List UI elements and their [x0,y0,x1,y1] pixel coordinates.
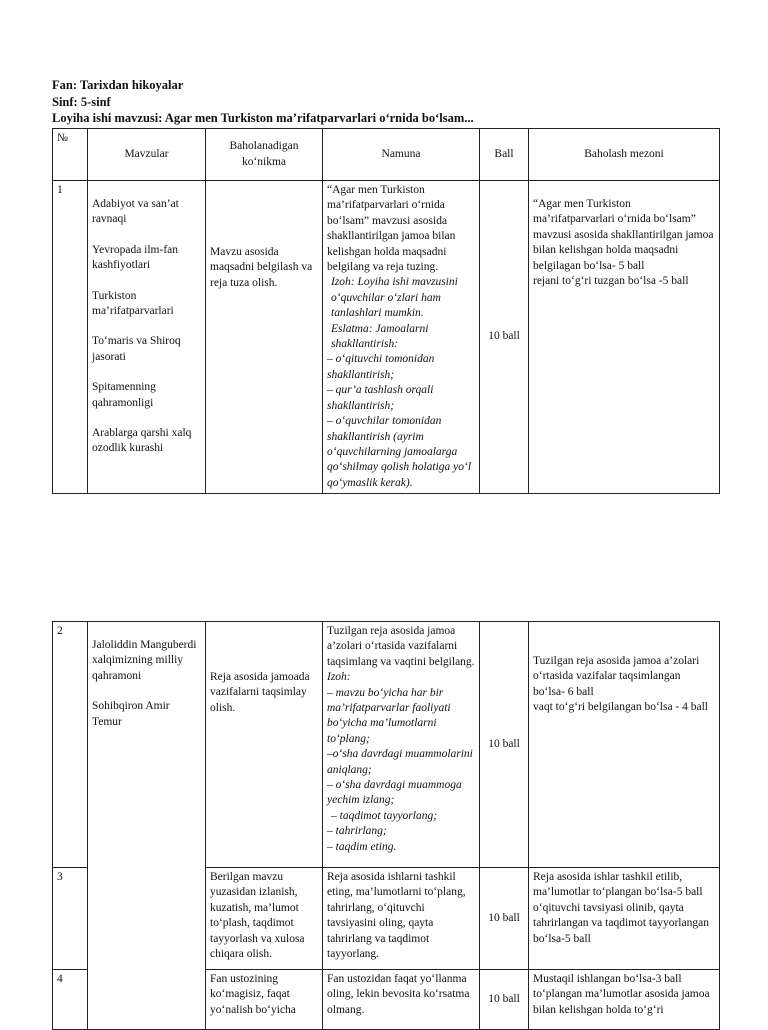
skill-cell [206,181,323,494]
sample-text: Tuzilgan reja asosida jamoa a’zolari o‘rtasida vazifalarni taqsimlang va vaqtini belgilang. [327,625,475,668]
sample-item: –o‘sha davrdagi muammolarini aniqlang; [327,748,473,776]
criteria-cell [529,622,720,868]
topic-item: Yevropada ilm-fan kashfiyotlari [92,243,179,272]
criteria-line: Mustaqil ishlangan bo‘lsa-3 ball [533,973,682,985]
criteria-line: rejani to‘g‘ri tuzgan bo‘lsa -5 ball [533,275,689,288]
topic-item: Adabiyot va san’at ravnaqi [92,198,179,226]
sample-cell [323,181,480,494]
sample-note: Izoh: [327,671,351,684]
grade-line: Sinf: 5-sinf [52,94,111,109]
column-header-mavzular: Mavzular [88,129,206,181]
skill-cell: Berilgan mavzu yuzasidan izlanish, kuzatish, ma’lumot to‘plash, taqdimot tayyorlash va xulosa chiqara olish. [206,868,323,970]
skill-cell: Fan ustozining ko‘magisiz, faqat yo‘nalish bo‘yicha [206,970,323,1030]
criteria-cell [529,868,720,970]
topics-cell [88,622,206,1030]
table-header-row [53,129,720,181]
assessment-table-page2 [52,621,720,1030]
sample-item: – o‘qituvchi tomonidan shakllantirish; [327,353,435,381]
column-header-mezon: Baholash mezoni [529,129,720,181]
sample-item: – tahrirlang; [327,825,387,838]
criteria-line: “Agar men Turkiston ma’rifatparvarlari o‘rnida bo‘lsam” mavzusi asosida shakllantirilgan jamoa bilan kelishgan holda maqsadni belgilagan bo‘lsa- 5 ball [533,198,714,272]
row-number: 2 [53,622,88,868]
criteria-cell [529,181,720,494]
table-row [53,622,720,868]
topic-item: Arablarga qarshi xalq ozodlik kurashi [92,427,192,455]
score-cell: 10 ball [480,622,529,868]
skill-text: Mavzu asosida maqsadni belgilash va reja tuza olish. [210,246,313,289]
row-number: 3 [53,868,88,970]
criteria-line: vaqt to‘g‘ri belgilangan bo‘lsa - 4 ball [533,701,709,714]
topic-item: Sohibqiron Amir Temur [92,700,170,728]
score-cell: 10 ball [480,181,529,494]
project-topic-line: Loyiha ishi mavzusi: Agar men Turkiston ma’rifatparvarlari o‘rnida bo‘lsam... [52,111,474,125]
sample-item: – taqdim eting. [327,840,397,853]
score-cell: 10 ball [480,970,529,1030]
topic-item: To‘maris va Shiroq jasorati [92,335,181,363]
topic-item: Turkiston ma’rifatparvarlari [92,289,174,318]
score-cell: 10 ball [480,868,529,970]
document-header [52,77,474,127]
sample-item: – o‘sha davrdagi muammoga yechim izlang; [327,779,462,807]
row-number: 1 [53,181,88,494]
column-header-namuna: Namuna [323,129,480,181]
skill-text: Reja asosida jamoada vazifalarni taqsimlay olish. [210,671,310,714]
criteria-line: Reja asosida ishlar tashkil etilib, ma’lumotlar to‘plangan bo‘lsa-5 ball [533,871,703,899]
subject-line: Fan: Tarixdan hikoyalar [52,78,184,92]
topics-cell [88,181,206,494]
sample-item: – qur’a tashlash orqali shakllantirish; [327,384,434,412]
sample-note: Izoh: Loyiha ishi mavzusini o‘quvchilar o‘zlari ham tanlashlari mumkin. [331,276,458,320]
column-header-num: № [53,129,88,181]
table-row [53,181,720,494]
column-header-ball: Ball [480,129,529,181]
topic-item: Jaloliddin Manguberdi xalqimizning milliy qahramoni [92,639,197,682]
criteria-line: o‘qituvchi tavsiyasi olinib, qayta tahrirlangan va taqdimot tayyorlangan bo‘lsa-5 ball [533,901,709,945]
sample-item: – taqdimot tayyorlang; [331,809,438,822]
row-number: 4 [53,970,88,1030]
column-header-konikma: Baholanadigan ko‘nikma [206,129,323,181]
sample-text: “Agar men Turkiston ma’rifatparvarlari o‘rnida bo‘lsam” mavzusi asosida shakllantirilgan jamoa bilan kelishgan holda maqsadni belgilang va reja tuzing. [327,184,456,274]
skill-cell [206,622,323,868]
sample-item: – mavzu bo‘yicha har bir ma’rifatparvarlar faoliyati bo‘yicha ma’lumotlarni to‘plang; [327,686,451,745]
sample-item: – o‘quvchilar tomonidan shakllantirish (ayrim o‘quvchilarning jamoalarga qo‘shilmay qolish holatiga yo‘l qo‘ymaslik kerak). [327,415,472,489]
sample-cell: Fan ustozidan faqat yo‘llanma oling, lekin bevosita ko‘rsatma olmang. [323,970,480,1030]
criteria-cell [529,970,720,1030]
criteria-line: Tuzilgan reja asosida jamoa a’zolari o‘rtasida vazifalar taqsimlangan bo‘lsa- 6 ball [533,655,700,698]
criteria-line: to‘plangan ma’lumotlar asosida jamoa bilan kelishgan holda to‘g‘ri [533,988,710,1016]
sample-cell [323,622,480,868]
assessment-table-page1 [52,128,720,494]
sample-cell: Reja asosida ishlarni tashkil eting, ma’lumotlarni to‘plang, tahrirlang, o‘qituvchi tavsiyasini oling, qayta tahrirlang va taqdimot tayyorlang. [323,868,480,970]
topic-item: Spitamenning qahramonligi [92,381,156,409]
sample-reminder: Eslatma: Jamoalarni shakllantirish: [331,322,429,351]
